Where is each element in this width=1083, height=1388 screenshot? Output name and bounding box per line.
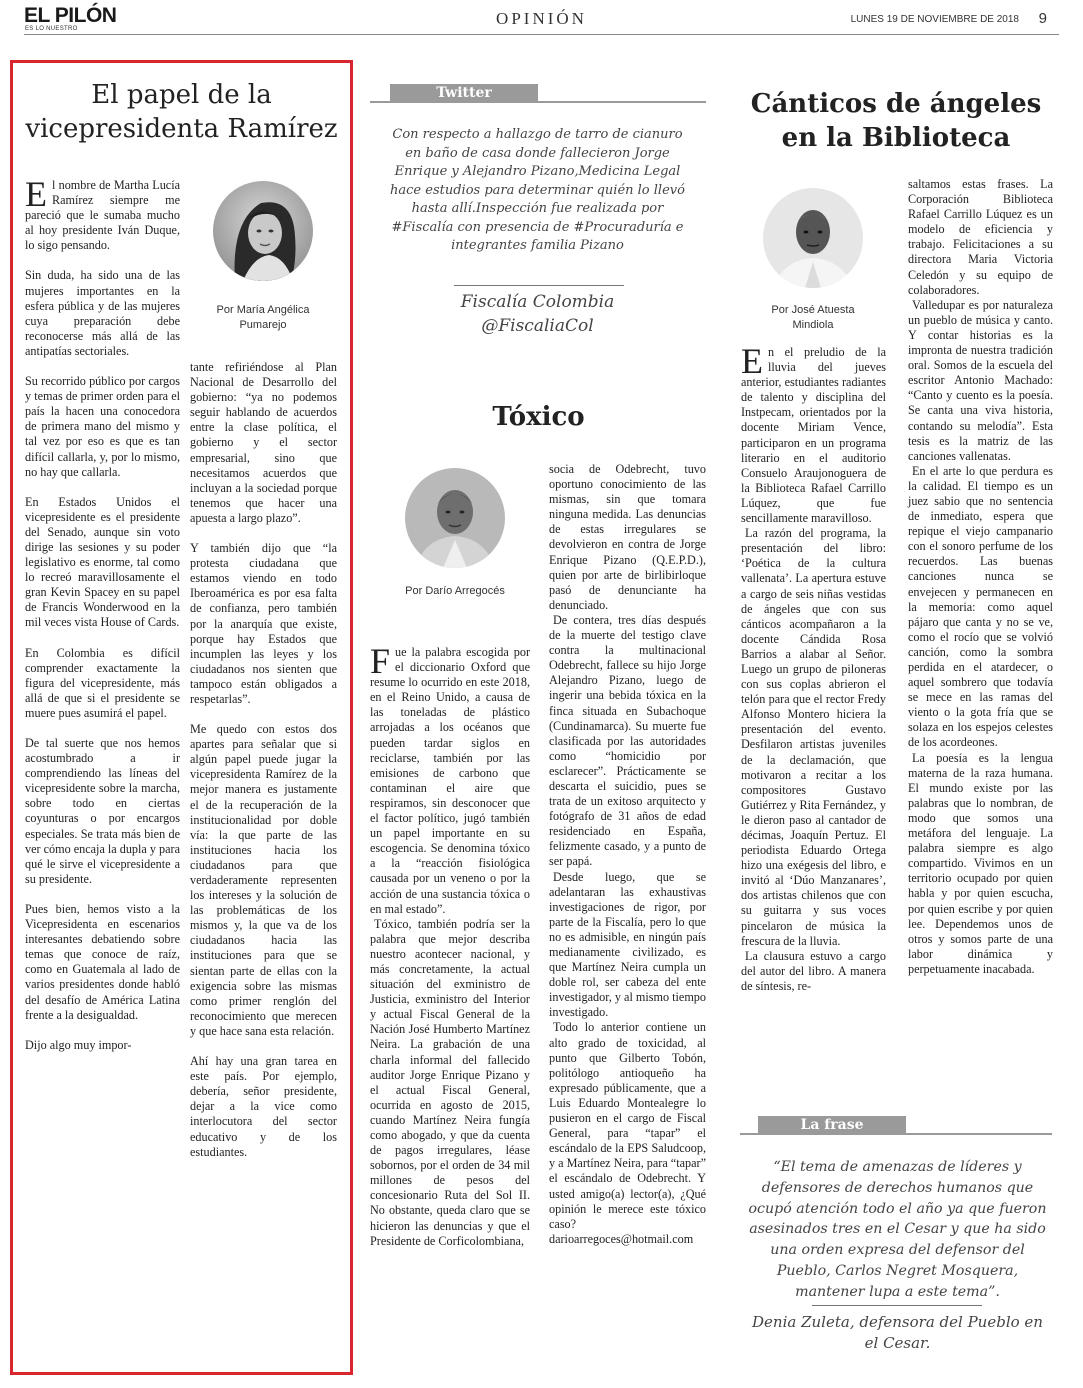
man-portrait-photo bbox=[763, 188, 863, 288]
tweet-author-name: Fiscalía Colombia bbox=[460, 292, 615, 312]
paragraph: Tóxico, también podría ser la palabra que mejor describa nuestro acontecer nacional, y más concretamente, la actual situación del exministro de Justicia, exministro del Interior y actual Fiscal General de la Nación José Humberto Martínez Neira. La grabación de una charla informal del fallecido auditor Jorge Enrique Pizano y el actual Fiscal General, ocurrida en agosto de 2015, cuando Martínez Neira fungía como abogado, y que da cuenta de pagos irregulares, léase sobornos, por el orden de 34 mil millones de pesos del concesionario Ruta del Sol II. No obstante, queda claro que se hicieron las denuncias y que el Presidente de Corficolombiana, bbox=[370, 916, 530, 1248]
paragraph: socia de Odebrecht, tuvo oportuno conocimiento de las mismas, sin que tomara ninguna medida. Las denuncias de estas irregulares se devolvieron en contra de Jorge Enrique Pizano (Q.E.P.D.), quien por arte de birlibirloque pasó de denunciante ha denunciado. bbox=[549, 462, 706, 612]
woman-portrait-photo bbox=[213, 181, 313, 281]
article-column-1 bbox=[370, 641, 530, 1249]
drop-cap: E bbox=[25, 174, 47, 214]
paragraph: Y también dijo que “la protesta ciudadana que estamos viendo en todo Iberoamérica es por esa falta de confianza, pero también por la anarquía que existe, porque hay Estados que incumplen las leyes y los ciudadanos nos sienten que tampoco están obligados a respetarlas”. bbox=[190, 541, 337, 706]
tweet-text: Con respecto a hallazgo de tarro de cianuro en baño de casa donde fallecieron Jorge Enrique y Alejandro Pizano,Medicina Legal hace estudios para determinar quién lo llevó hasta allí.Inspección fue realizada por #Fiscalía con presencia de #Procuraduría e integrantes familia Pizano bbox=[390, 127, 685, 253]
paragraph: En Colombia es difícil comprender exactamente la figura del vicepresidente, más allá de que si el presidente se muere pues asumirá el papel. bbox=[25, 645, 180, 720]
issue-date: LUNES 19 DE NOVIEMBRE DE 2018 bbox=[850, 14, 1019, 25]
paragraph: Su recorrido público por cargos y temas de primer orden para el país la hacen una conocedora de primera mano del mismo y tal vez por eso es que es tan difícil callarla, y, por lo mismo, no hay que callarla. bbox=[25, 374, 180, 479]
quote-author-divider bbox=[812, 1305, 982, 1306]
tweet-author bbox=[385, 290, 690, 338]
article-title: El papel de la vicepresidenta Ramírez bbox=[25, 80, 338, 144]
author-byline: Por Darío Arregocés bbox=[405, 585, 505, 597]
paragraph: En el arte lo que perdura es la calidad. El tiempo es un juez sabio que no sentencia de inmediato, espera que repique el viejo campanario con el sonoro perfume de los recuerdos. Las buenas canciones nunca se envejecen y permanecen en la memoria: como aquel pájaro que canta y no se ve, como el rocío que se volvió canción, como la sombra perdida en el atardecer, o aquel sombrero que todavía se mece en las ramas del viento o la gota fría que se solaza en los espejos celestes de los acordeones. bbox=[908, 463, 1053, 750]
article-column-2 bbox=[908, 177, 1053, 977]
paragraph: Todo lo anterior contiene un alto grado de toxicidad, al punto que Gilberto Tobón, politólogo antioqueño ha expresado públicamente, que a Luis Eduardo Montealegre lo pusieron en el cargo de Fiscal General, para “tapar” el escándalo de la EPS Saludcoop, y a Martínez Neira, para “tapar” el escándalo de Odebrecht. Y usted amigo(a) lector(a), ¿Qué opinión le merece este tóxico caso? darioarregoces@hotmail.com bbox=[549, 1020, 706, 1246]
paragraph: Me quedo con estos dos apartes para señalar que si algún papel puede jugar la vicepresidenta Ramírez de la mejor manera es justamente el de la recuperación de la institucionalidad por doble vía: la que parte de las instituciones hacia los ciudadanos para que verdaderamente representen los intereses y la solución de las problemáticas de los mismos y, la que va de los ciudadanos hacia las instituciones para que se sientan parte de ellas con la exigencia sobre las mismas como primer renglón del reconocimiento que merecen y que hace sana esta relación. bbox=[190, 722, 337, 1038]
paragraph: Dijo algo muy impor- bbox=[25, 1037, 132, 1052]
author-photo bbox=[213, 181, 313, 281]
article-column-2 bbox=[190, 360, 337, 1160]
masthead bbox=[0, 0, 1083, 40]
twitter-label: Twitter bbox=[390, 84, 538, 102]
author-byline: Por María Angélica Pumarejo bbox=[216, 304, 310, 331]
paragraph: Valledupar es por naturaleza un pueblo de música y canto. Y contar historias es la impronta de nuestra tradición oral. Somos de la escuela del escritor Antonio Machado: “Canto y cuento es la poesía. Se canta una viva historia, contando su melodía”. Esta tesis es la matriz de las canciones vallenatas. bbox=[908, 297, 1053, 463]
tweet-author-handle[interactable]: @FiscaliaCol bbox=[481, 316, 594, 336]
paragraph: Ahí hay una gran tarea en este país. Por ejemplo, debería, señor presidente, dejar a la vice como interlocutora del sector educativo y de los estudiantes. bbox=[190, 1054, 337, 1159]
article-column-1 bbox=[25, 174, 180, 1053]
author-photo bbox=[405, 468, 505, 568]
paragraph: En el preludio de la lluvia del jueves anterior, estudiantes radiantes de talento y disciplina del Instpecam, orientados por la docente Miriam Vence, participaron en un programa literario en el auditorio Consuelo Araujonoguera de la Biblioteca Rafael Carrillo Lúquez, que fue sencillamente maravilloso. bbox=[741, 341, 886, 526]
article-title: Cánticos de ángeles en la Biblioteca bbox=[750, 89, 1042, 153]
man-portrait-photo bbox=[405, 468, 505, 568]
article-vicepresidenta bbox=[10, 60, 353, 1375]
paragraph: La poesía es la lengua materna de la raza humana. El mundo existe por las palabras que lo nombran, de modo que somos una metáfora del lenguaje. La palabra siempre es algo compartido. Vivimos en un territorio ocupado por quien habla y por quien escucha, por quien escribe y por quien lee. Dependemos unos de otros y somos parte de una labor dinámica y perpetuamente inacabada. bbox=[908, 750, 1053, 976]
masthead-divider bbox=[24, 34, 1059, 35]
paragraph: De tal suerte que nos hemos acostumbrado a ir comprendiendo las líneas del vicepresidente sobre la marcha, sobre todo en ciertas coyunturas o por encargos especiales. Se trata más bien de ver cómo encaja la dupla y para qué le sirve el vicepresidente a su presidente. bbox=[25, 736, 180, 886]
drop-cap: E bbox=[741, 341, 763, 381]
paragraph: De contera, tres días después de la muerte del testigo clave contra la multinacional Odebrecht, fallece su hijo Jorge Alejandro Pizano, luego de ingerir una bebida tóxica en la finca situada en Subachoque (Cundinamarca). Su muerte fue clasificada por las autoridades como “homicidio por esclarecer”. Prácticamente se descarta el suicidio, pues se trata de un exitoso arquitecto y fotógrafo de 31 años de edad residenciado en España, felizmente casado, y a punto de ser papá. bbox=[549, 612, 706, 869]
drop-cap: F bbox=[370, 641, 391, 681]
paragraph: Desde luego, que se adelantaran las exhaustivas investigaciones de rigor, por parte de la Fiscalía, pero lo que no es admisible, en ningún país medianamente civilizado, es que Martínez Neira cumpla un doble rol, ser cabeza del ente investigador, y al mismo tiempo investigado. bbox=[549, 869, 706, 1020]
paragraph: El nombre de Martha Lucía Ramírez siempre me pareció que le sumaba mucho al hoy presidente Iván Duque, lo sigo pensando. bbox=[25, 174, 180, 253]
article-column-1 bbox=[741, 341, 886, 994]
article-title: Tóxico bbox=[492, 402, 585, 432]
quote-text: “El tema de amenazas de líderes y defensores de derechos humanos que ocupó atención todo el año ya que fueron asesinados tres en el Cesar y que ha sido una orden expresa del defensor del Pueblo, Carlos Negret Mosquera, mantener lupa a este tema”. bbox=[748, 1159, 1047, 1300]
section-title: OPINIÓN bbox=[496, 9, 587, 28]
author-photo bbox=[763, 188, 863, 288]
tweet-divider bbox=[454, 285, 624, 286]
quote-author: Denia Zuleta, defensora del Pueblo en el Cesar. bbox=[752, 1313, 1043, 1352]
paragraph: La razón del programa, la presentación del libro: ‘Poética de la cultura vallenata’. La apertura estuve a cargo de seis niñas vestidas de ángeles que con sus cánticos acompañaron a la docente Cándida Rosa Barrios a alabar al Señor. Luego un grupo de piloneras con sus coplas abrieron el telón para que el rector Fredy Alfonso Montero hiciera la presentación del evento. Desfilaron artistas juveniles de la declamación, que motivaron a recitar a los compositores Gustavo Gutiérrez y Rita Fernández, y le dieron paso al cantador de décimas, Joaquín Pertuz. El periodista Eduardo Ortega hizo una exégesis del libro, e invitó al ‘Dúo Manzanares’, dos artistas chilenos que con su guitarra y sus voces pincelaron de música la frescura de la lluvia. bbox=[741, 526, 886, 948]
paragraph: La clausura estuvo a cargo del autor del libro. A manera de síntesis, re- bbox=[741, 948, 886, 993]
newspaper-logo[interactable]: EL PILÓN bbox=[24, 4, 117, 27]
page-number: 9 bbox=[1038, 10, 1047, 27]
quote-label: La frase bbox=[758, 1116, 906, 1134]
paragraph: En Estados Unidos el vicepresidente es el presidente del Senado, aunque sin voto dirige las sesiones y su poder legislativo es enorme, tal como lo recreó maravillosamente el gran Kevin Spacey en su papel de Francis Wonderwood en la mil veces vista House of Cards. bbox=[25, 494, 180, 630]
paragraph: Pues bien, hemos visto a la Vicepresidenta en escenarios interesantes debatiendo sobre temas que conoce de raíz, como en Guatemala al lado de varios presidentes donde habló del desafío de América Latina frente a la desigualdad. bbox=[25, 901, 180, 1022]
article-column-2 bbox=[549, 462, 706, 1247]
logo-tagline: ES LO NUESTRO bbox=[25, 26, 78, 32]
author-byline: Por José Atuesta Mindiola bbox=[771, 304, 855, 331]
paragraph: saltamos estas frases. La Corporación Biblioteca Rafael Carrillo Lúquez es un modelo de eficiencia y trabajo. Felicitaciones a su directora Maria Victoria Celedón y su equipo de colaboradores. bbox=[908, 177, 1053, 297]
paragraph: tante refiriéndose al Plan Nacional de Desarrollo del gobierno: “ya no podemos seguir hablando de acuerdos entre la clase política, el gobierno y el sector empresarial, sino que necesitamos acuerdos que incluyan a la sociedad porque tenemos que hacer una apuesta a largo plazo”. bbox=[190, 360, 337, 525]
paragraph: Sin duda, ha sido una de las mujeres importantes en la esfera pública y de las mujeres cuya preparación debe reconocerse más allá de las antipatías sectoriales. bbox=[25, 268, 180, 358]
paragraph: Fue la palabra escogida por el diccionario Oxford que resume lo ocurrido en este 2018, en el Reino Unido, a causa de las toneladas de plástico arrojadas a los océanos que pueden tardar siglos en reciclarse, también por las emisiones de carbono que contaminan el aire que respiramos, sin desconocer que el factor político, jugó también un papel importante en su escogencia. Se denomina tóxico a la “reacción fisiológica causada por un veneno o por la acción de una sustancia tóxica o en mal estado”. bbox=[370, 641, 530, 916]
